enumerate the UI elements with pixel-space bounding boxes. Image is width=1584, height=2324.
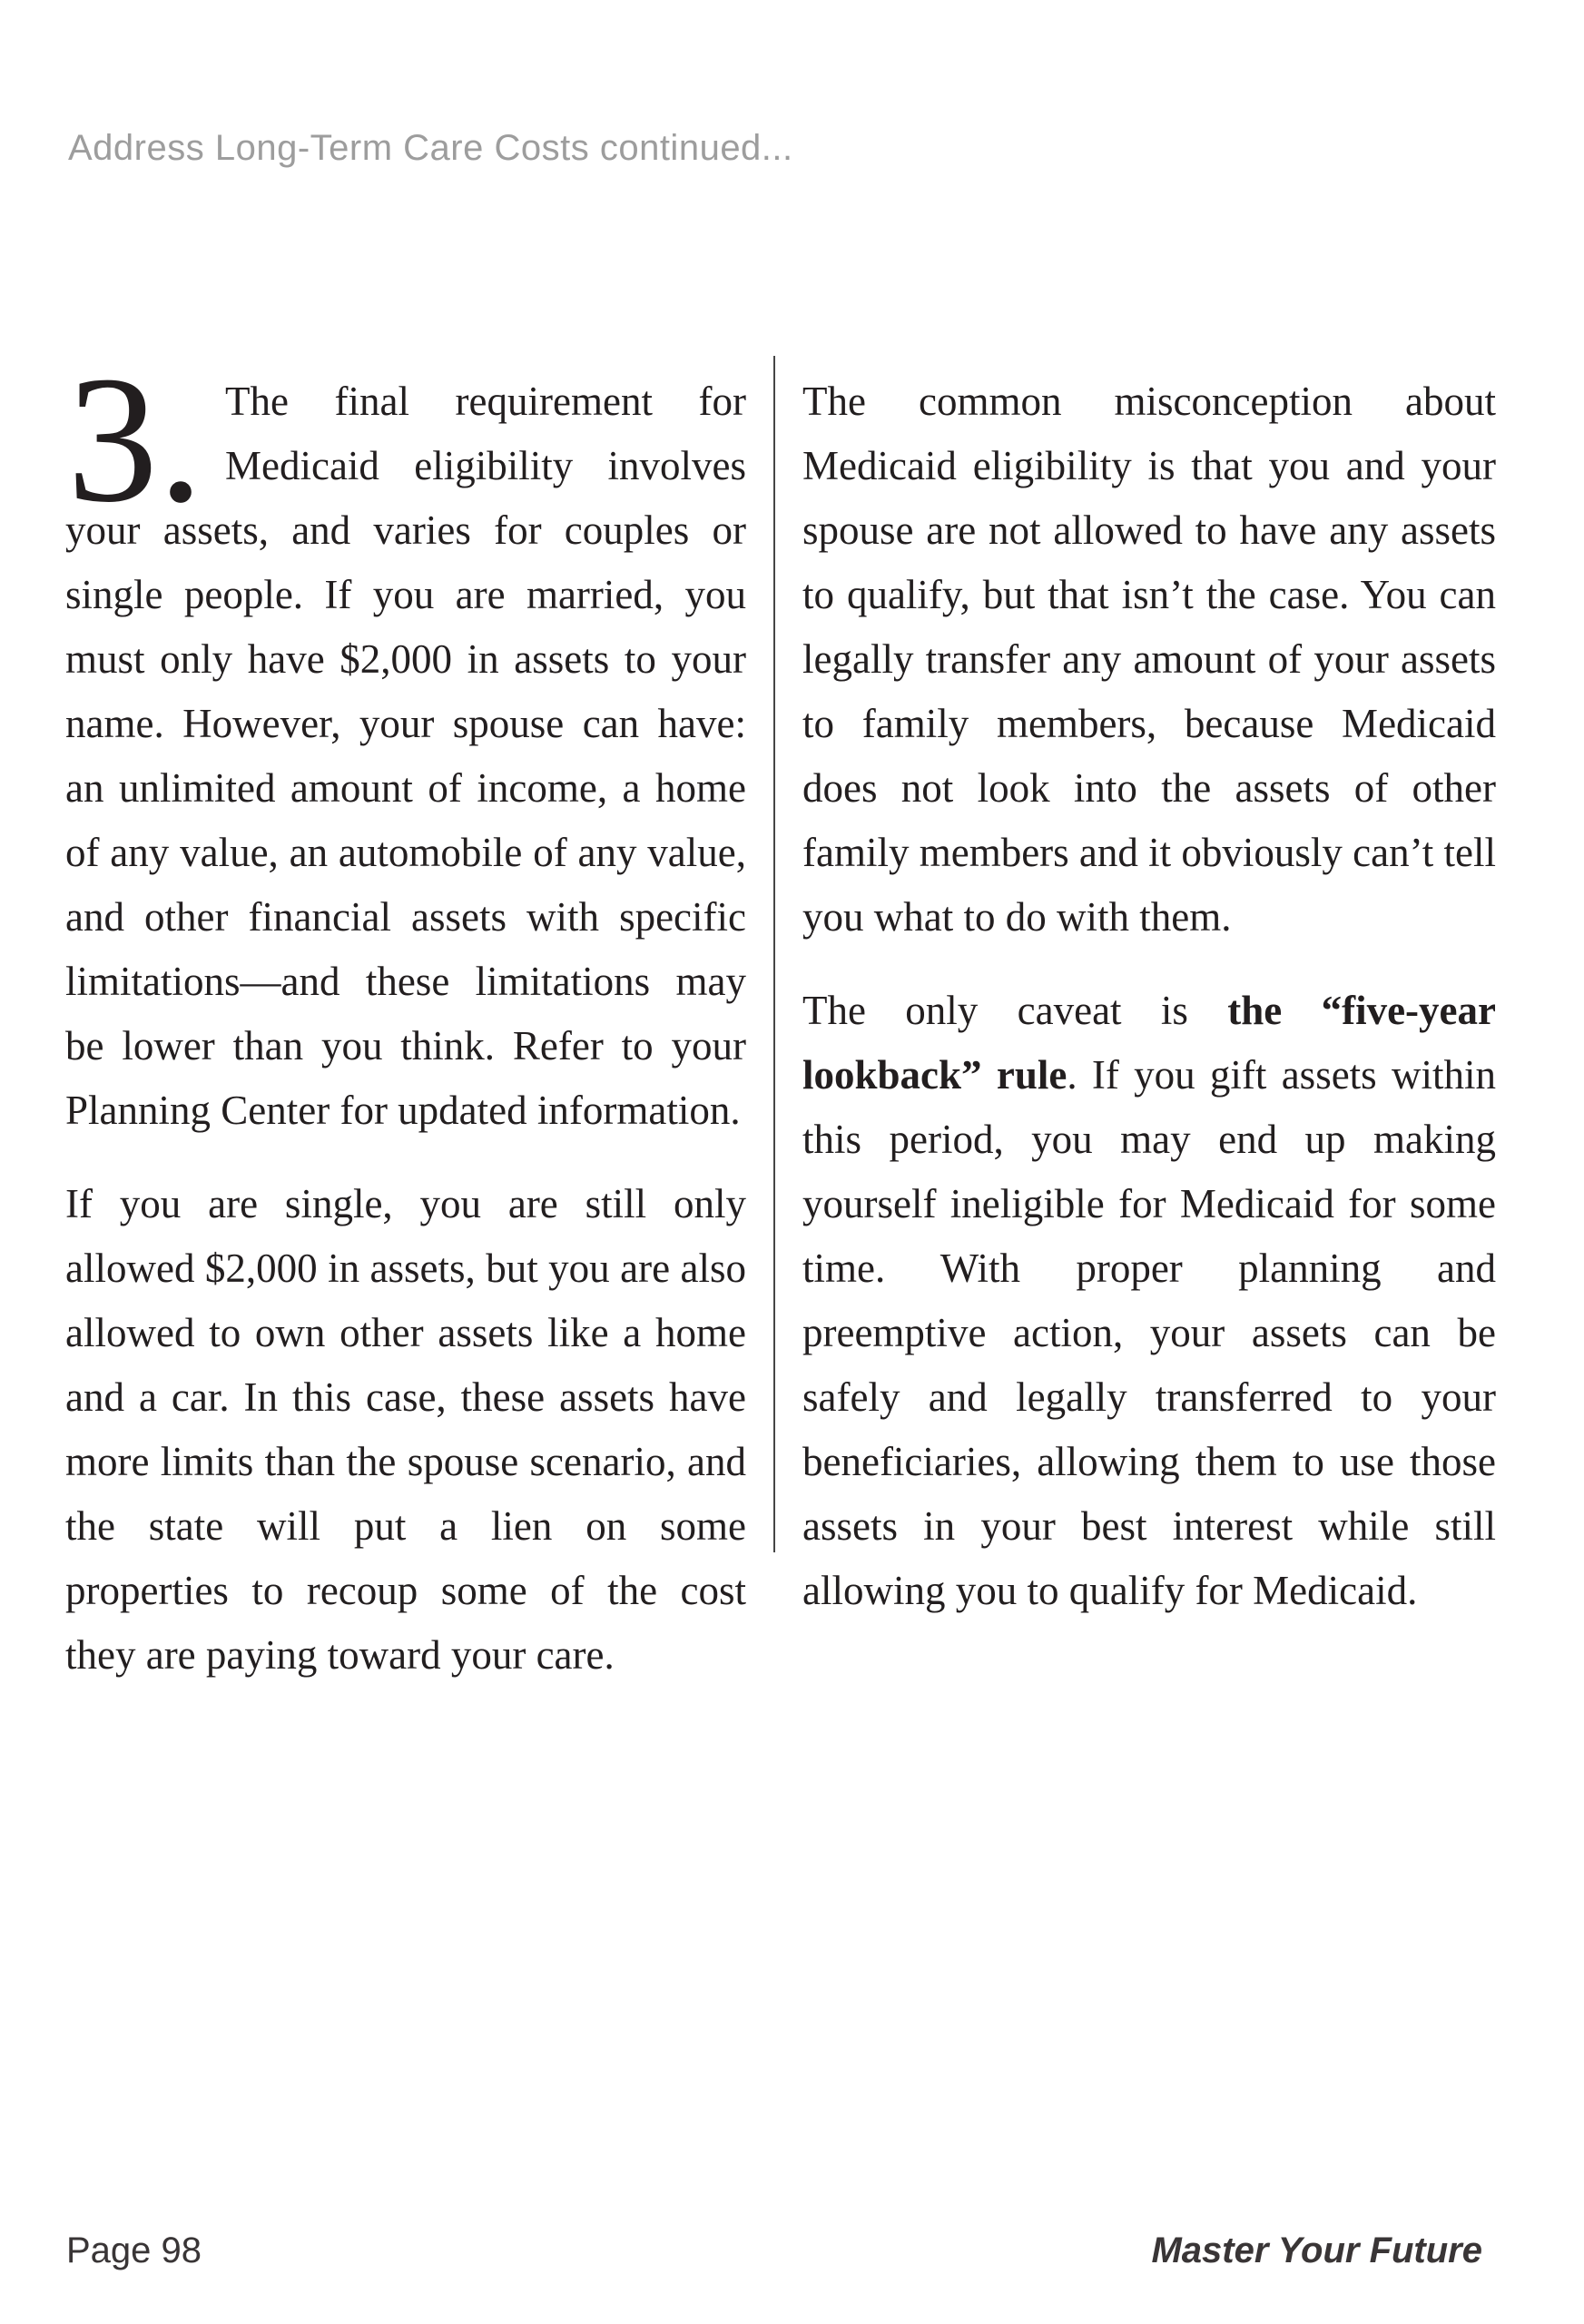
paragraph-left-2: If you are single, you are still only allowed $2,000 in assets, but you are also allowed to own other assets like a home and a car. In this case, these assets have more limits than the spouse scenario, and the state will put a lien on some properties to recoup some of the cost they are paying toward your care. bbox=[65, 1181, 746, 1678]
left-column bbox=[65, 340, 746, 1688]
paragraph-left-1-text: The final requirement for Medicaid eligibility involves your assets, and varies for couples or single people. If you are married, you must only have $2,000 in assets to your name. However, your spouse can have: an unlimited amount of income, a home of any value, an automobile of any value, and other financial assets with specific limitations—and these limitations may be lower than you think. Refer to your Planning Center for updated information. bbox=[65, 379, 746, 1133]
right-column bbox=[802, 369, 1496, 1623]
column-divider bbox=[773, 356, 775, 1552]
paragraph-left-1 bbox=[65, 340, 746, 1143]
list-number-dropcap: 3. bbox=[67, 340, 203, 540]
paragraph-right-2 bbox=[802, 979, 1496, 1623]
page-footer bbox=[66, 2230, 1482, 2271]
paragraph-right-1: The common misconception about Medicaid eligibility is that you and your spouse are not allowed to have any assets to qualify, but that isn’t the case. You can legally transfer any amount of your assets to family members, because Medicaid does not look into the assets of other family members and it obviously can’t tell you what to do with them. bbox=[802, 379, 1497, 940]
paragraph-right-2-post: . If you gift assets within this period, you may end up making yourself ineligible for Medicaid for some time. With proper planning and preemptive action, your assets can be safely and legally transferred to your beneficiaries, allowing them to use those assets in your best interest while still allowing you to qualify for Medicaid. bbox=[802, 1052, 1496, 1613]
page-number: Page 98 bbox=[66, 2230, 202, 2270]
running-header: Address Long-Term Care Costs continued... bbox=[68, 128, 793, 168]
paragraph-right-2-pre: The only caveat is bbox=[802, 988, 1228, 1033]
paragraph-right-2-bold: the “five-year lookback” rule bbox=[802, 988, 1496, 1098]
book-title: Master Your Future bbox=[1151, 2230, 1482, 2270]
